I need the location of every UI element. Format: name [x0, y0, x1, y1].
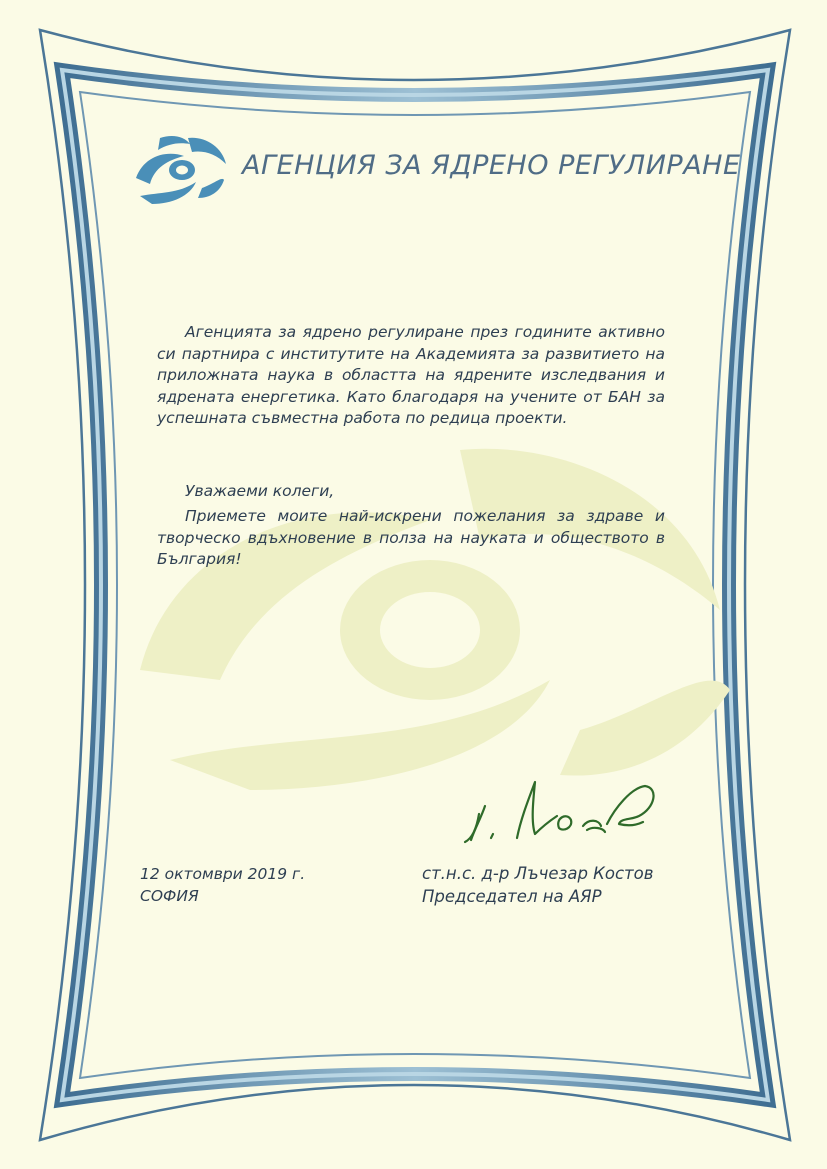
letter-city: СОФИЯ: [140, 887, 199, 905]
letter-salutation: Уважаеми колеги,: [185, 482, 335, 500]
organization-name: АГЕНЦИЯ ЗА ЯДРЕНО РЕГУЛИРАНЕ: [242, 150, 741, 181]
letter-date: 12 октомври 2019 г.: [140, 865, 306, 883]
letter-paragraph-2: Приемете моите най-искрени пожелания за здраве и творческо вдъхновение в полза на науката и обществото в България!: [157, 507, 665, 569]
signer-title: Председател на АЯР: [422, 887, 602, 906]
letter-paragraph-1: Агенцията за ядрено регулиране през годините активно си партнира с институтите на Академията за развитието на приложната наука в областта на ядрените изследвания и ядрената енергетика. Като благодаря на учените от БАН за успешната съвместна работа по редица проекти.: [157, 323, 665, 428]
atom-swirl-logo-icon: [132, 134, 228, 204]
signature: [455, 768, 675, 858]
signer-name: ст.н.с. д-р Лъчезар Костов: [422, 864, 654, 883]
